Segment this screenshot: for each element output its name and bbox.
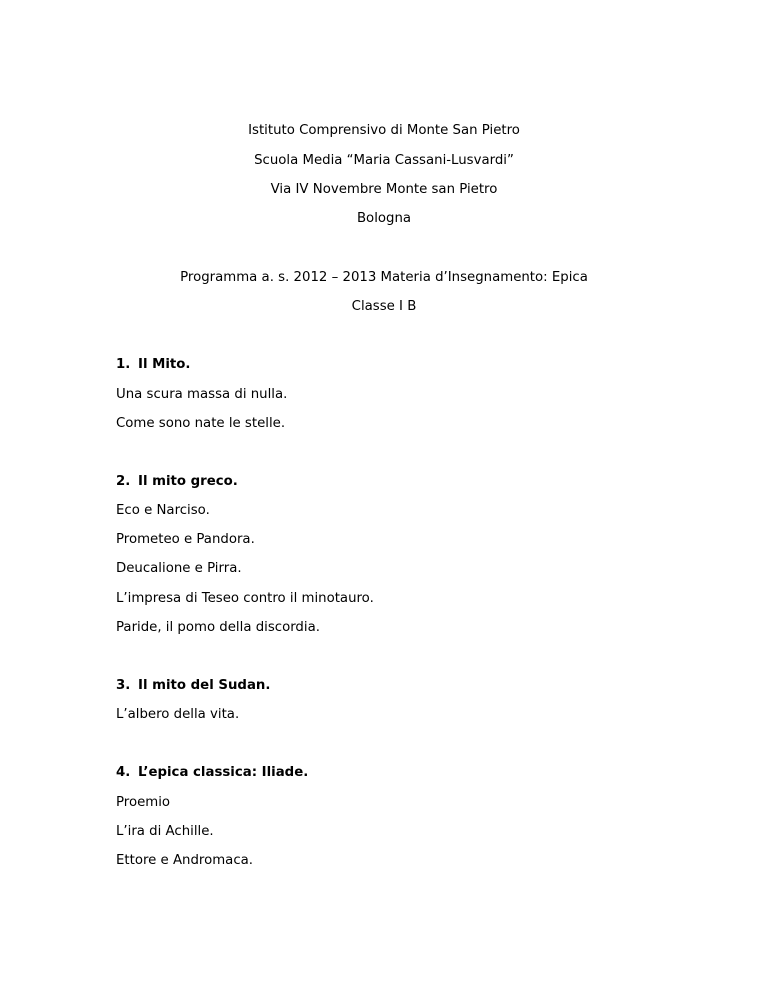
list-item: Eco e Narciso. [116, 503, 210, 518]
list-item: Deucalione e Pirra. [116, 561, 242, 576]
section-heading [116, 678, 270, 694]
section-title: Il mito del Sudan. [138, 678, 271, 693]
list-item: Ettore e Andromaca. [116, 853, 254, 868]
list-item: Proemio [116, 795, 171, 810]
section-heading [116, 474, 238, 490]
section-number: 3. [116, 678, 131, 693]
list-item: L’albero della vita. [116, 707, 240, 722]
list-item: Prometeo e Pandora. [116, 532, 255, 547]
section-number: 4. [116, 765, 131, 780]
section-title: Il Mito. [138, 357, 191, 372]
list-item: L’ira di Achille. [116, 824, 214, 839]
list-item: L’impresa di Teseo contro il minotauro. [116, 591, 374, 606]
program-title: Programma a. s. 2012 – 2013 Materia d’Insegnamento: Epica [180, 270, 588, 285]
section-title: Il mito greco. [138, 474, 238, 489]
school-address: Via IV Novembre Monte san Pietro [270, 182, 498, 197]
school-name: Istituto Comprensivo di Monte San Pietro [248, 123, 520, 138]
list-item: Come sono nate le stelle. [116, 416, 286, 431]
section-heading [116, 357, 190, 373]
list-item: Una scura massa di nulla. [116, 387, 288, 402]
section-number: 2. [116, 474, 131, 489]
section-title: L’epica classica: Iliade. [138, 765, 309, 780]
middle-school-name: Scuola Media “Maria Cassani-Lusvardi” [254, 153, 514, 168]
school-city: Bologna [356, 211, 412, 226]
section-heading [116, 765, 308, 781]
class-label: Classe I B [351, 299, 417, 314]
section-number: 1. [116, 357, 131, 372]
list-item: Paride, il pomo della discordia. [116, 620, 320, 635]
